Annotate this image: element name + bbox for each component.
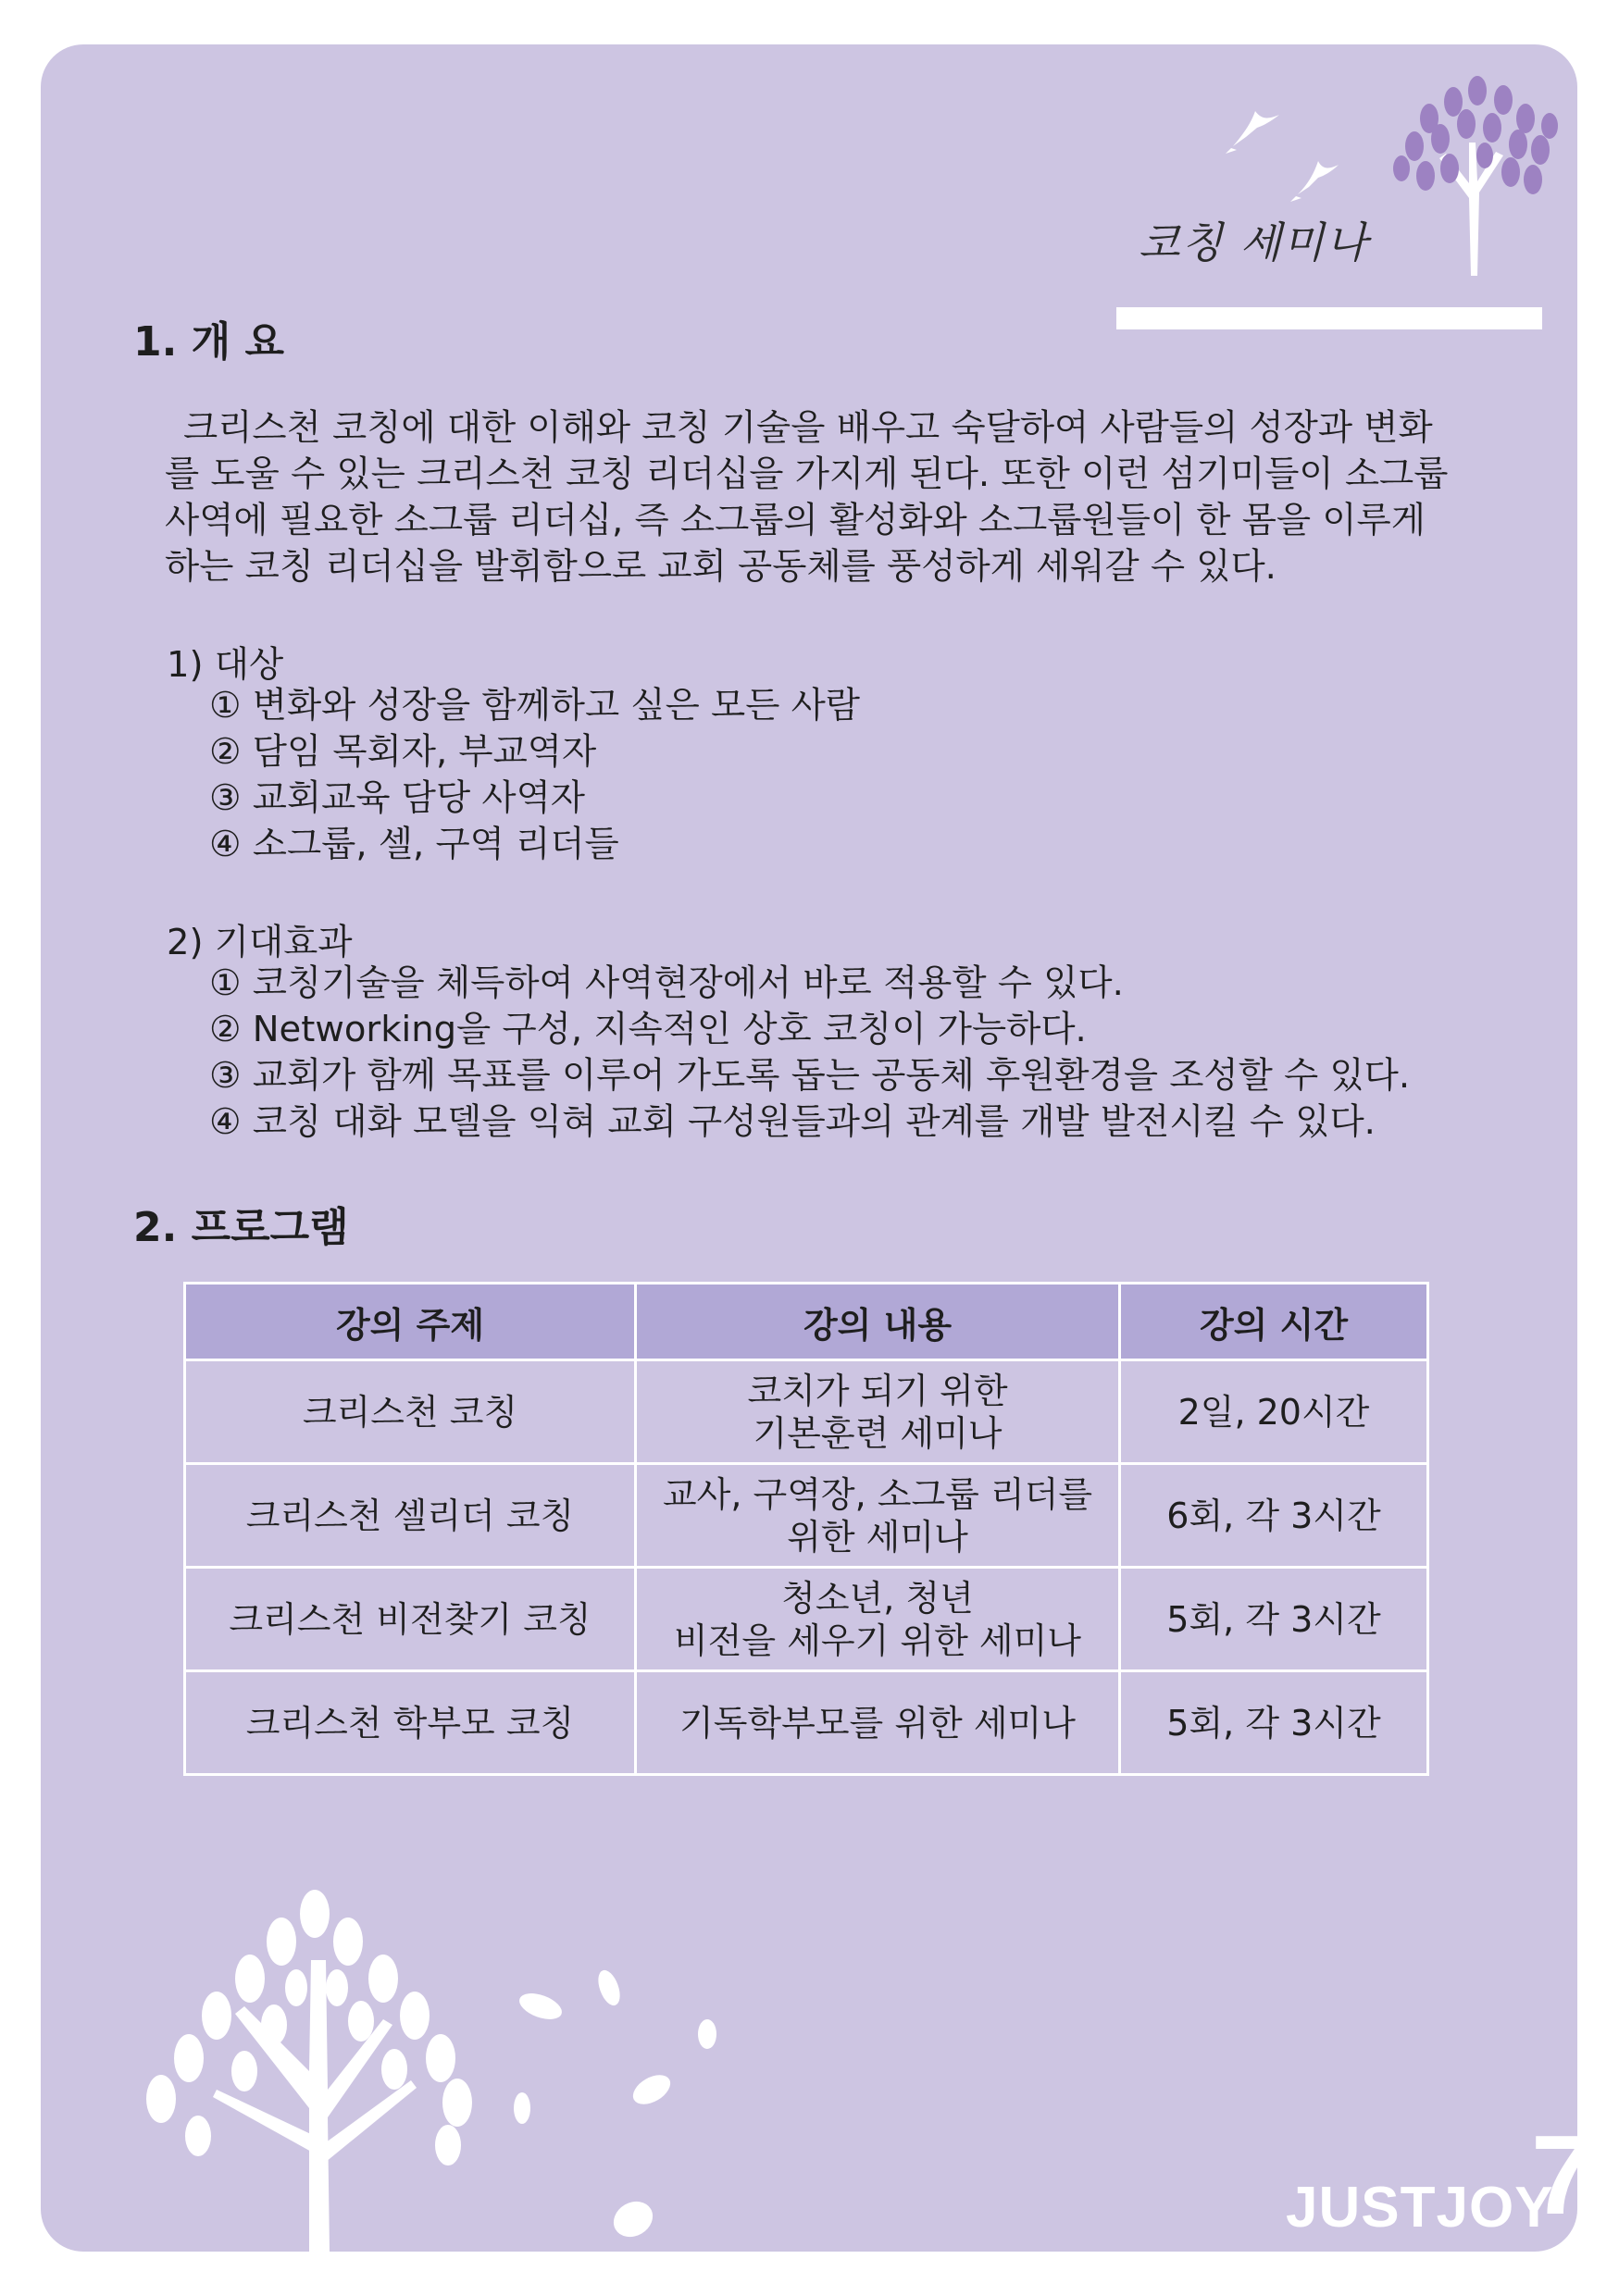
content-line: 기본훈련 세미나 <box>753 1412 1003 1454</box>
page-card <box>41 44 1594 2252</box>
column-header-topic: 강의 주제 <box>185 1284 636 1360</box>
cell-topic: 크리스천 코칭 <box>185 1360 636 1464</box>
table-row <box>185 1568 1428 1671</box>
content-line: 위한 세미나 <box>787 1516 968 1558</box>
content-line: 기독학부모를 위한 세미나 <box>679 1702 1076 1744</box>
page-number: 7 <box>1531 2112 1594 2238</box>
list-item: ② Networking을 구성, 지속적인 상호 코칭이 가능하다. <box>209 1009 1087 1050</box>
overview-paragraph <box>165 405 1507 590</box>
header-title: 코칭 세미나 <box>1139 217 1369 267</box>
targets-title: 1) 대상 <box>167 644 284 686</box>
cell-content <box>636 1671 1120 1775</box>
cell-time: 5회, 각 3시간 <box>1120 1671 1428 1775</box>
column-header-time: 강의 시간 <box>1120 1284 1428 1360</box>
bird-icon <box>1226 111 1279 154</box>
cell-topic: 크리스천 학부모 코칭 <box>185 1671 636 1775</box>
footer-decoration <box>59 1840 726 2252</box>
cell-time: 6회, 각 3시간 <box>1120 1464 1428 1568</box>
list-item: ③ 교회가 함께 목표를 이루어 가도록 돕는 공동체 후원환경을 조성할 수 있다. <box>209 1055 1411 1097</box>
paragraph-line: 사역에 필요한 소그룹 리더십, 즉 소그룹의 활성화와 소그룹원들이 한 몸을 이루게 <box>165 500 1426 541</box>
content-line: 교사, 구역장, 소그룹 리더를 <box>662 1473 1093 1515</box>
list-item: ④ 코칭 대화 모델을 익혀 교회 구성원들과의 관계를 개발 발전시킬 수 있다. <box>209 1101 1376 1143</box>
content-line: 청소년, 청년 <box>781 1577 974 1619</box>
column-header-content: 강의 내용 <box>636 1284 1120 1360</box>
table-row <box>185 1464 1428 1568</box>
table-row <box>185 1360 1428 1464</box>
cell-topic: 크리스천 셀리더 코칭 <box>185 1464 636 1568</box>
cell-time: 2일, 20시간 <box>1120 1360 1428 1464</box>
section-1-heading: 1. 개 요 <box>133 318 284 366</box>
table-row <box>185 1671 1428 1775</box>
paragraph-line: 하는 코칭 리더십을 발휘함으로 교회 공동체를 풍성하게 세워갈 수 있다. <box>165 546 1277 588</box>
header-decoration <box>1152 54 1577 322</box>
list-item: ① 변화와 성장을 함께하고 싶은 모든 사람 <box>209 685 860 726</box>
list-item: ① 코칭기술을 체득하여 사역현장에서 바로 적용할 수 있다. <box>209 962 1124 1004</box>
list-item: ④ 소그룹, 셀, 구역 리더들 <box>209 824 619 865</box>
list-item: ② 담임 목회자, 부교역자 <box>209 731 597 773</box>
cell-topic: 크리스천 비전찾기 코칭 <box>185 1568 636 1671</box>
cell-content <box>636 1568 1120 1671</box>
effects-list <box>209 961 1410 1146</box>
table-header-row <box>185 1284 1428 1360</box>
program-table <box>183 1282 1429 1776</box>
paragraph-line: 를 도울 수 있는 크리스천 코칭 리더십을 가지게 된다. 또한 이런 섬기미들이 소그룹 <box>165 453 1449 495</box>
content-line: 코치가 되기 위한 <box>747 1370 1008 1411</box>
effects-title: 2) 기대효과 <box>167 922 353 963</box>
cell-time: 5회, 각 3시간 <box>1120 1568 1428 1671</box>
cell-content <box>636 1464 1120 1568</box>
section-2-heading: 2. 프로그램 <box>133 1204 349 1251</box>
header-underline-bar <box>1116 307 1542 329</box>
footer-brand: JUSTJOY <box>1286 2176 1554 2240</box>
list-item: ③ 교회교육 담당 사역자 <box>209 777 585 819</box>
cell-content <box>636 1360 1120 1464</box>
content-line: 비전을 세우기 위한 세미나 <box>673 1620 1082 1661</box>
targets-list <box>209 683 860 868</box>
leaf-icon <box>514 1967 716 2244</box>
tree-icon <box>146 1890 472 2252</box>
paragraph-line: 크리스천 코칭에 대한 이해와 코칭 기술을 배우고 숙달하여 사람들의 성장과 변화 <box>183 407 1433 449</box>
bird-icon <box>1290 161 1339 202</box>
